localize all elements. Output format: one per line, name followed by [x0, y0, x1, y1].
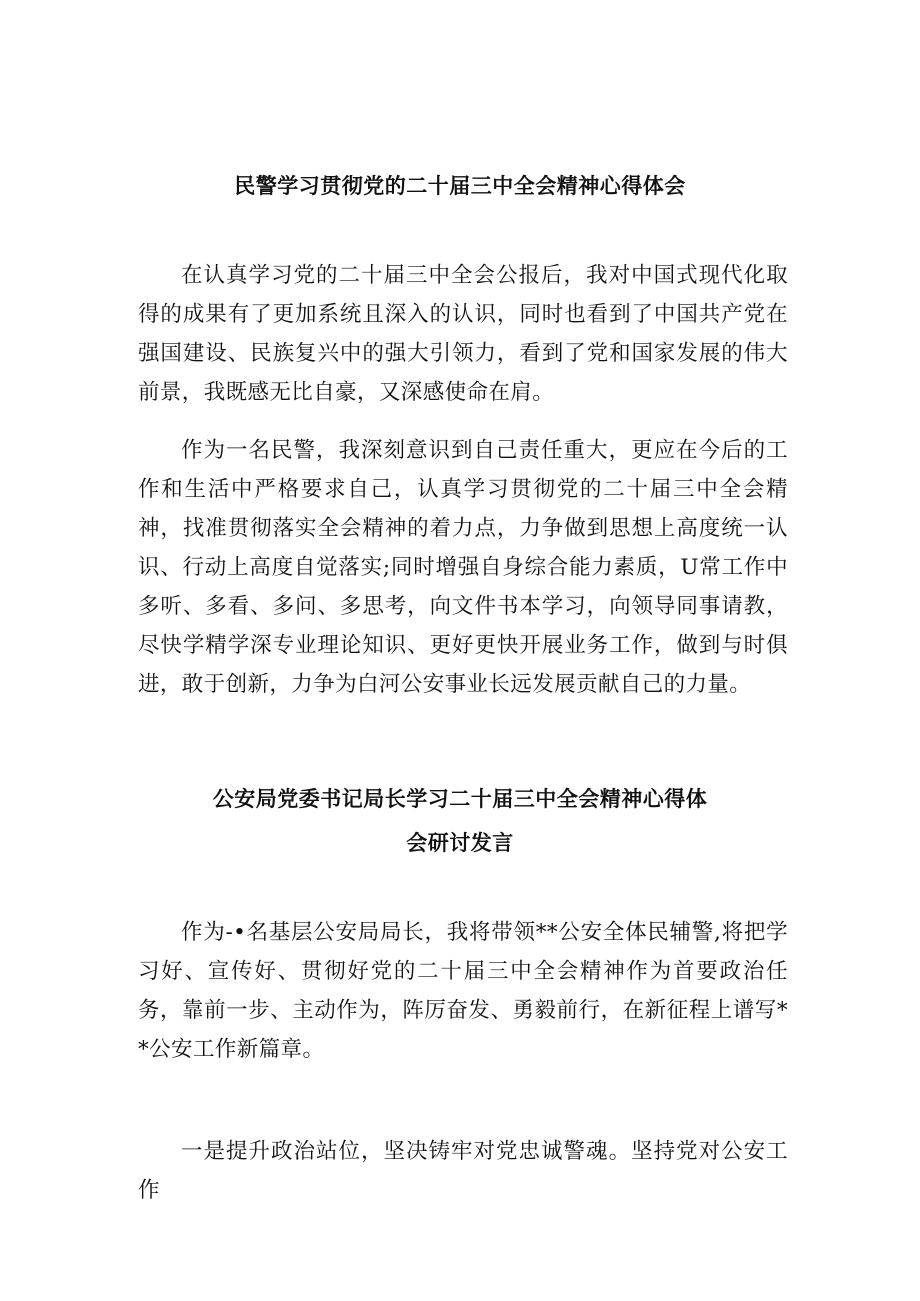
article2-title-line-1: 公安局党委书记局长学习二十届三中全会精神心得体 — [212, 787, 708, 811]
article1-title: 民警学习贯彻党的二十届三中全会精神心得体会 — [234, 174, 686, 198]
article2-title — [0, 777, 920, 865]
article2-paragraph-2: 一是提升政治站位，坚决铸牢对党忠诚警魂。坚持党对公安工作 — [138, 1139, 788, 1203]
article2-paragraph-1: 作为-•名基层公安局局长，我将带领**公安全体民辅警,将把学习好、宣传好、贯彻好党的二十届三中全会精神作为首要政治任务，靠前一步、主动作为，阵厉奋发、勇毅前行，在新征程上谱写**公安工作新篇章。 — [138, 920, 788, 1062]
article1-paragraph-1: 在认真学习党的二十届三中全会公报后，我对中国式现代化取得的成果有了更加系统且深入的认识，同时也看到了中国共产党在强国建设、民族复兴中的强大引领力，看到了党和国家发展的伟大前景，我既感无比自豪，又深感使命在肩。 — [138, 263, 788, 405]
article1-paragraph-2: 作为一名民警，我深刻意识到自己责任重大，更应在今后的工作和生活中严格要求自己，认真学习贯彻党的二十届三中全会精神，找准贯彻落实全会精神的着力点，力争做到思想上高度统一认识、行动上高度自觉落实;同时增强自身综合能力素质，U常工作中多听、多看、多问、多思考，向文件书本学习，向领导同事请教，尽快学精学深专业理论知识、更好更快开展业务工作，做到与时俱进，敢于创新，力争为白河公安事业长远发展贡献自己的力量。 — [138, 438, 788, 697]
article2-title-line-2: 会研讨发言 — [406, 831, 514, 855]
